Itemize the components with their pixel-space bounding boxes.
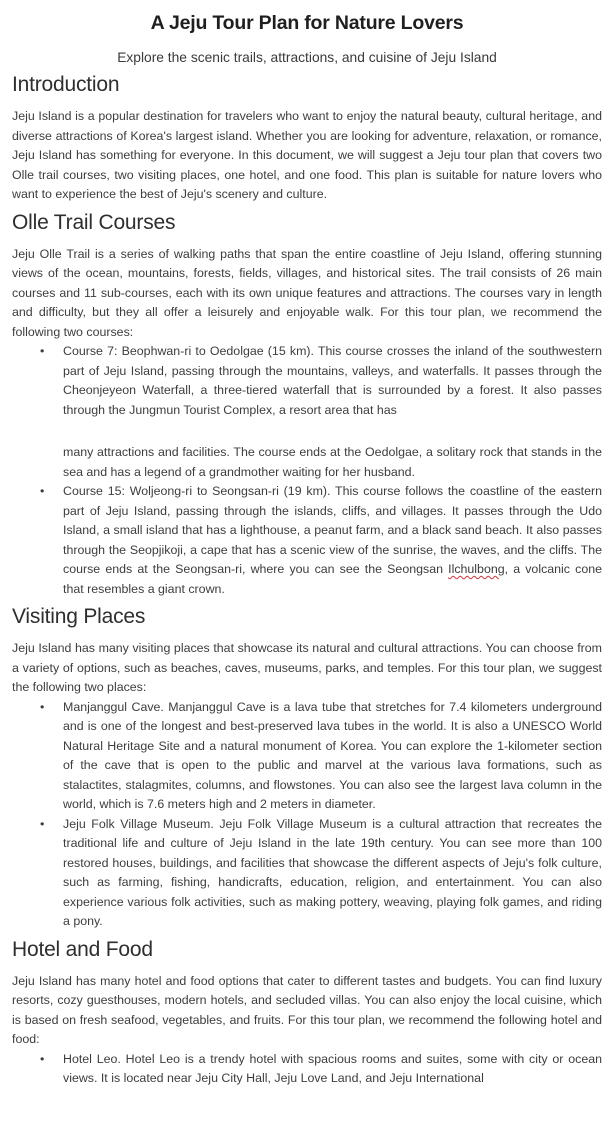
list-item-course-15 bbox=[12, 482, 602, 599]
section-hotel-and-food bbox=[12, 937, 602, 1089]
hotel-food-paragraph: Jeju Island has many hotel and food options that cater to different tastes and budgets. You can find luxury resorts, cozy guesthouses, modern hotels, and secluded villas. You can also enjoy the local cuisine, which is based on fresh seafood, vegetables, and fruits. For this tour plan, we recommend the following hotel and food: bbox=[12, 973, 602, 1046]
olle-courses-list-continued bbox=[12, 482, 602, 599]
section-olle-trail-courses bbox=[12, 210, 602, 600]
section-heading-visiting-places: Visiting Places bbox=[12, 605, 146, 628]
list-item-course-7-continuation bbox=[63, 443, 602, 482]
misspelled-word: Ilchulbong bbox=[448, 562, 505, 576]
section-introduction bbox=[12, 72, 602, 205]
document-subtitle: Explore the scenic trails, attractions, and cuisine of Jeju Island bbox=[117, 50, 497, 65]
document-title: A Jeju Tour Plan for Nature Lovers bbox=[150, 12, 464, 34]
introduction-paragraph: Jeju Island is a popular destination for travelers who want to enjoy the natural beauty, cultural heritage, and diverse attractions of Korea's largest island. Whether you are looking for adventure, relaxation, or romance, Jeju Island has something for everyone. In this document, we will suggest a Jeju tour plan that covers two Olle trail courses, two visiting places, one hotel, and one food. This plan is suitable for nature lovers who want to experience the best of Jeju's scenery and culture. bbox=[12, 109, 602, 201]
course-15-text-before: Course 15: Woljeong-ri to Seongsan-ri (19 km). This course follows the coastline of the eastern part of Jeju Island, passing through the islands, cliffs, and villages. It passes through the Udo Island, a small island that has a lighthouse, a peanut farm, and a black sand beach. It also passes through the Seopjikoji, a cape that has a scenic view of the sunrise, the waves, and the cliffs. The course ends at the Seongsan-ri, where you can see the Seongsan bbox=[63, 484, 602, 576]
page-break-gap bbox=[12, 420, 602, 443]
list-item-course-7 bbox=[12, 342, 602, 420]
section-heading-olle-trail-courses: Olle Trail Courses bbox=[12, 210, 176, 234]
section-heading-introduction: Introduction bbox=[12, 73, 120, 96]
course-15-text-after: , a volcanic cone that resembles a giant crown. bbox=[63, 562, 603, 596]
section-heading-hotel-and-food: Hotel and Food bbox=[12, 937, 153, 961]
course-7-text-part-2: many attractions and facilities. The course ends at the Oedolgae, a solitary rock that stands in the sea and has a legend of a grandmother waiting for her husband. bbox=[63, 445, 602, 479]
list-item-manjanggul-cave: • Manjanggul Cave. Manjanggul Cave is a lava tube that stretches for 7.4 kilometers underground and is one of the longest and best-preserved lava tubes in the world. It is also a UNESCO World Natural Heritage Site and a natural monument of Korea. You can explore the 1-kilometer section of the cave that is open to the public and marvel at the various lava formations, such as stalactites, stalagmites, columns, and flowstones. You can also see the largest lava column in the world, which is 7.6 meters high and 2 meters in diameter. bbox=[12, 698, 602, 815]
olle-trail-paragraph: Jeju Olle Trail is a series of walking paths that span the entire coastline of Jeju Island, offering stunning views of the ocean, mountains, forests, fields, villages, and historical sites. The trail consists of 26 main courses and 11 sub-courses, each with its own unique features and attractions. The courses vary in length and difficulty, but they all offer a leisurely and enjoyable walk. For this tour plan, we recommend the following two courses: bbox=[12, 246, 602, 339]
visiting-places-paragraph: Jeju Island has many visiting places that showcase its natural and cultural attractions. You can choose from a variety of options, such as beaches, caves, museums, parks, and temples. For this tour plan, we suggest the following two places: bbox=[12, 641, 602, 694]
olle-courses-list bbox=[12, 342, 602, 420]
course-7-text-part-1: Course 7: Beophwan-ri to Oedolgae (15 km). This course crosses the inland of the southwestern part of Jeju Island, passing through the mountains, valleys, and waterfalls. It passes through the Cheonjeyeon Waterfall, a three-tiered waterfall that is surrounded by a forest. It also passes through the Jungmun Tourist Complex, a resort area that has bbox=[63, 344, 602, 417]
list-item-hotel-leo: • Hotel Leo. Hotel Leo is a trendy hotel with spacious rooms and suites, some with city or ocean views. It is located near Jeju City Hall, Jeju Love Land, and Jeju International bbox=[12, 1050, 602, 1089]
visiting-places-list bbox=[12, 698, 602, 932]
list-item-jeju-folk-village-museum: • Jeju Folk Village Museum. Jeju Folk Village Museum is a cultural attraction that recreates the traditional life and culture of Jeju Island in the late 19th century. You can see more than 100 restored houses, buildings, and facilities that showcase the different aspects of Jeju's folk culture, such as farming, fishing, handicrafts, education, religion, and entertainment. You can also experience various folk activities, such as making pottery, weaving, playing folk games, and riding a pony. bbox=[12, 815, 602, 932]
hotel-food-list bbox=[12, 1050, 602, 1089]
section-visiting-places bbox=[12, 604, 602, 932]
